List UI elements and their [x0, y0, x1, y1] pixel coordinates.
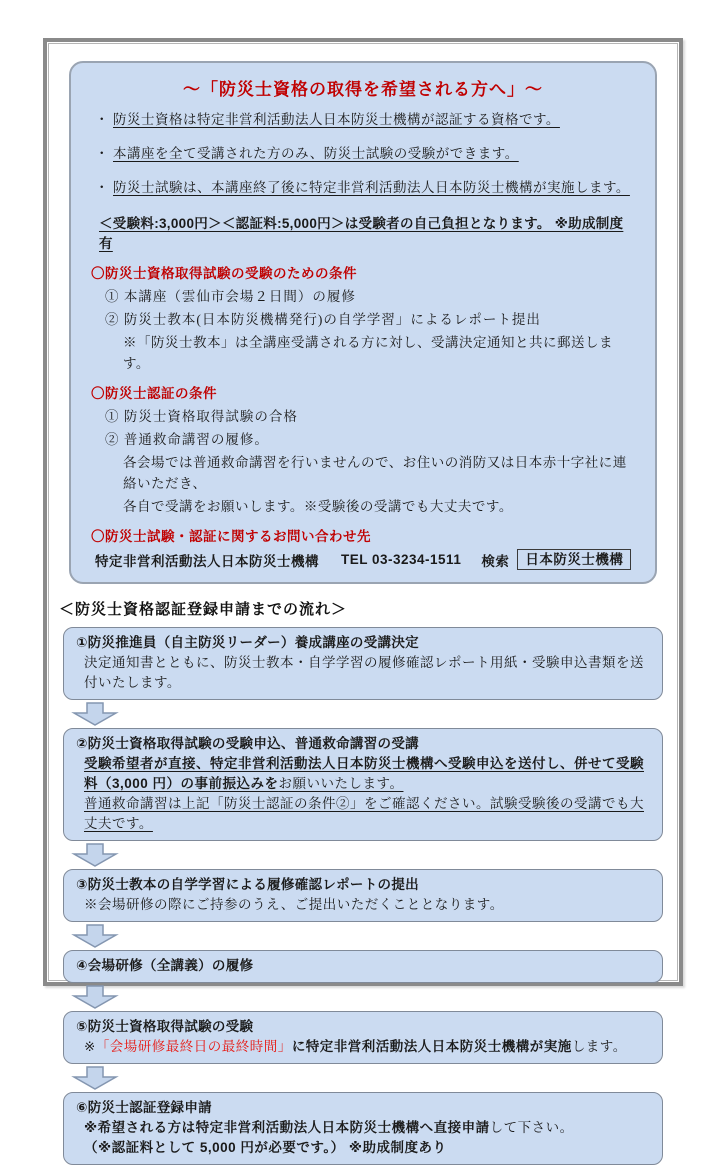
down-arrow-icon [73, 843, 117, 867]
page-title: ～「防災士資格の取得を希望される方へ」～ [183, 80, 543, 99]
flow-step-6 [63, 1092, 663, 1165]
down-arrow-icon [73, 702, 117, 726]
flow-chart [63, 627, 663, 1165]
bullet-dot: ・ [95, 146, 109, 161]
flow-step-body: 決定通知書とともに、防災士教本・自学学習の履修確認レポート用紙・受験申込書類を送付いたします。 [84, 655, 644, 690]
note-bold-text: に特定非営利活動法人日本防災士機構が実施 [291, 1039, 572, 1054]
flow-step-body: ※会場研修の際にご持参のうえ、ご提出いただくこととなります。 [84, 897, 504, 912]
flow-step-2-tail-text: お願いいたします。 [278, 776, 404, 791]
condition-note: 各会場では普通救命講習を行いませんので、お住いの消防又は日本赤十字社に連絡いただき、 [123, 455, 627, 491]
condition-item: ② 防災士教本(日本防災機構発行)の自学学習」によるレポート提出 [105, 312, 541, 327]
contact-tel: TEL 03-3234-1511 [341, 552, 462, 567]
search-term-box: 日本防災士機構 [517, 549, 631, 570]
flow-step-6-bold-text: ※希望される方は特定非営利活動法人日本防災士機構へ直接申請 [84, 1120, 490, 1135]
contact-line [95, 549, 635, 570]
flow-step-body [84, 1037, 650, 1057]
bullet-text: 本講座を全て受講された方のみ、防災士試験の受験ができます。 [113, 146, 519, 161]
section-exam-conditions [91, 262, 635, 374]
bullet-dot: ・ [95, 180, 109, 195]
condition-item: ② 普通救命講習の履修。 [105, 432, 269, 447]
bullet-text: 防災士試験は、本講座終了後に特定非営利活動法人日本防災士機構が実施します。 [113, 180, 630, 195]
flow-step-5 [63, 1011, 663, 1064]
flow-step-note: 普通救命講習は上記「防災士認証の条件②」をご確認ください。試験受験後の受講でも大丈夫です。 [84, 796, 644, 831]
bullet-text: 防災士資格は特定非営利活動法人日本防災士機構が認証する資格です。 [113, 112, 560, 127]
flow-step-title: ⑤防災士資格取得試験の受験 [76, 1019, 254, 1034]
fee-note: ＜受験料:3,000円＞＜認証料:5,000円＞は受験者の自己負担となります。 ※助成制度有 [99, 216, 624, 251]
bullet-list [91, 110, 635, 198]
flow-step-4 [63, 950, 663, 983]
bullet-item [95, 178, 635, 198]
down-arrow-icon [73, 924, 117, 948]
flow-step-3 [63, 869, 663, 922]
flow-step-title: ⑥防災士認証登録申請 [76, 1100, 212, 1115]
condition-item: ① 防災士資格取得試験の合格 [105, 409, 298, 424]
info-box [69, 61, 657, 584]
section-heading: 〇防災士資格取得試験の受験のための条件 [91, 266, 357, 281]
flow-step-6-tail-text: して下さい。 [489, 1120, 574, 1135]
section-heading: 〇防災士試験・認証に関するお問い合わせ先 [91, 529, 371, 544]
section-heading: 〇防災士認証の条件 [91, 386, 217, 401]
flow-step-2 [63, 728, 663, 841]
bullet-dot: ・ [95, 112, 109, 127]
condition-note: 各自で受講をお願いします。※受験後の受講でも大丈夫です。 [123, 499, 513, 514]
flow-step-title: ④会場研修（全講義）の履修 [76, 958, 254, 973]
flow-step-2-bold-text: 受験希望者が直接、特定非営利活動法人日本防災士機構へ受験申込を送付し、併せて受験料（3,000 円）の事前振込みを [84, 756, 644, 791]
flow-step-1 [63, 627, 663, 700]
section-certification-conditions [91, 382, 635, 517]
note-tail-text: します。 [571, 1039, 627, 1054]
down-arrow-icon [73, 1066, 117, 1090]
condition-item: ① 本講座（雲仙市会場２日間）の履修 [105, 289, 356, 304]
flow-step-body [84, 754, 650, 794]
flow-step-title: ①防災推進員（自主防災リーダー）養成講座の受講決定 [76, 635, 419, 650]
flow-heading: ＜防災士資格認証登録申請までの流れ＞ [59, 601, 348, 618]
flow-step-title: ③防災士教本の自学学習による履修確認レポートの提出 [76, 877, 419, 892]
bullet-item [95, 144, 635, 164]
section-contact [91, 525, 635, 570]
note-prefix: ※ [84, 1039, 96, 1054]
bullet-item [95, 110, 635, 130]
condition-note: ※「防災士教本」は全講座受講される方に対し、受講決定通知と共に郵送します。 [123, 335, 613, 371]
page-border-frame [43, 38, 683, 1155]
flow-step-title: ②防災士資格取得試験の受験申込、普通救命講習の受講 [76, 736, 419, 751]
flow-step-note: （※認証料として 5,000 円が必要です。） ※助成制度あり [84, 1140, 447, 1155]
note-red-text: 「会場研修最終日の最終時間」 [95, 1039, 292, 1054]
flow-step-body [84, 1118, 650, 1138]
down-arrow-icon [73, 985, 117, 1009]
search-label: 検索 [481, 553, 510, 569]
contact-org: 特定非営利活動法人日本防災士機構 [95, 553, 319, 569]
